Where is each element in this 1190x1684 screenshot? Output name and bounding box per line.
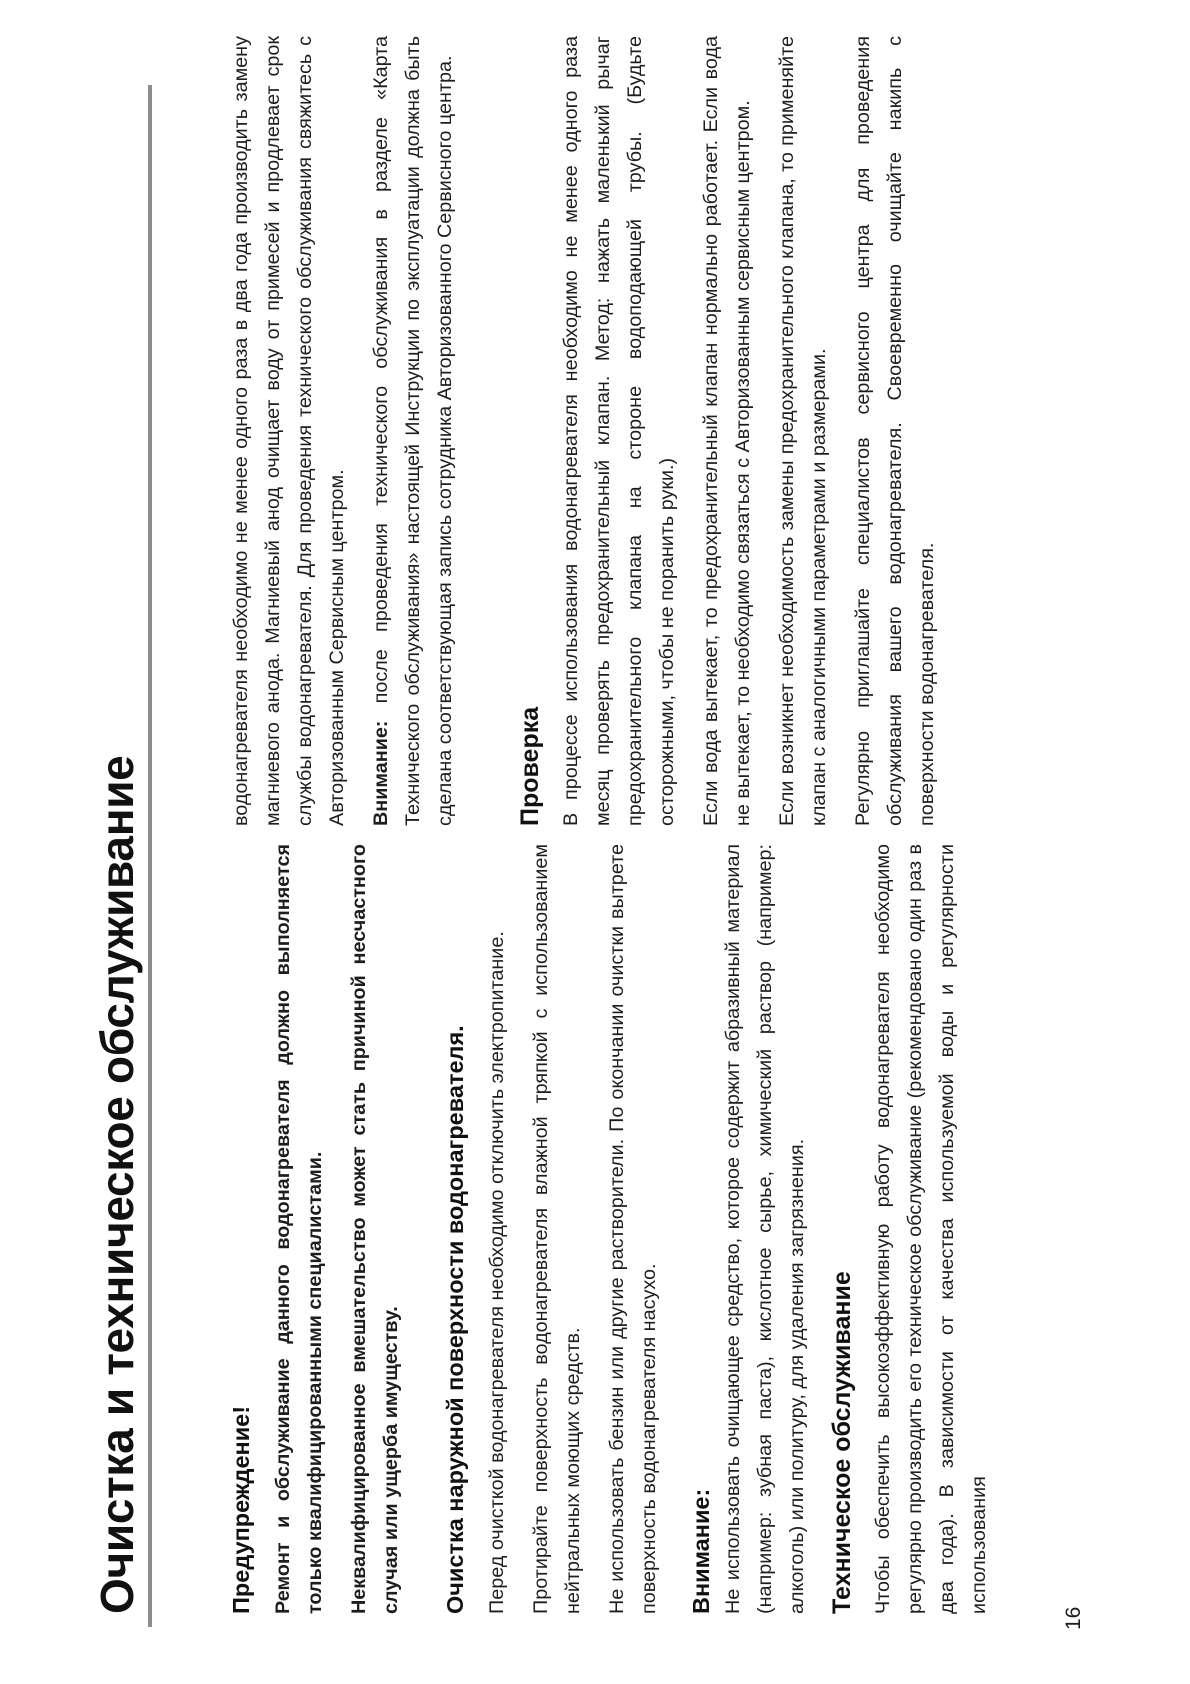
maintenance-continued: водонагревателя необходимо не менее одного раза в два года производить замену магниевого анода. Магниевый анод очищает воду от примесей и продлевает срок службы водонагревателя. Для проведения технического обслуживания свяжитесь с Авторизованным Сервисным центром. (230, 36, 348, 826)
check-paragraph-2: Если вода вытекает, то предохранительный клапан нормально работает. Если вода не вытекает, то необходимо связаться с Авторизованным сервисным центром. (700, 36, 754, 826)
page-number: 16 (1062, 1606, 1085, 1630)
check-paragraph-4: Регулярно приглашайте специалистов сервисного центра для проведения обслуживания вашего водонагревателя. Своевременно очищайте накипь с поверхности водонагревателя. (852, 36, 938, 826)
check-heading: Проверка (516, 706, 544, 826)
cleaning-paragraph-1: Перед очисткой водонагревателя необходимо отключить электропитание. (486, 931, 508, 1614)
check-paragraph-1: В процессе использования водонагревателя необходимо не менее одного раза месяц проверять предохранительный клапан. Метод: нажать маленький рычаг предохранительного клапана на стороне водоподающей трубы. (Будьте осторожными, чтобы не поранить руки.) (560, 36, 678, 826)
maintenance-heading: Техническое обслуживание (828, 1271, 856, 1614)
cleaning-paragraph-2: Протирайте поверхность водонагревателя влажной тряпкой с использованием нейтральных моющих средств. (530, 844, 584, 1614)
note-text: после проведения технического обслуживания в разделе «Карта Технического обслуживания» настоящей Инструкции по эксплуатации должна быть сделана соответствующая запись сотрудника Авторизованного Сервисного центра. (370, 36, 456, 826)
warning-paragraph-2: Неквалифицированное вмешательство может стать причиной несчастного случая или ущерба имуществу. (348, 844, 402, 1614)
attention-heading: Внимание: (688, 1488, 714, 1614)
page-title: Очистка и техническое обслуживание (91, 755, 143, 1614)
cleaning-heading: Очистка наружной поверхности водонагревателя. (442, 1025, 468, 1614)
cleaning-paragraph-3: Не использовать бензин или другие растворители. По окончании очистки вытрете поверхность водонагревателя насухо. (606, 844, 660, 1614)
attention-paragraph: Не использовать очищающее средство, которое содержит абразивный материал (например: зубная паста), кислотное сырье, химический раствор (например: алкоголь) или политуру, для удаления загрязнения. (722, 844, 808, 1614)
check-paragraph-3: Если возникнет необходимость замены предохранительного клапана, то применяйте клапан с аналогичными параметрами и размерами. (776, 36, 830, 826)
warning-heading: Предупреждение! (228, 1405, 254, 1614)
maintenance-paragraph: Чтобы обеспечить высокоэффективную работу водонагревателя необходимо регулярно производить его техническое обслуживание (рекомендовано один раз в два года). В зависимости от качества используемой воды и регулярности использования (872, 844, 990, 1614)
warning-paragraph-1: Ремонт и обслуживание данного водонагревателя должно выполняется только квалифицированными специалистами. (272, 844, 326, 1614)
left-column (225, 844, 1007, 1614)
right-column (225, 36, 955, 826)
title-rule (148, 85, 152, 1627)
note-paragraph (365, 36, 461, 826)
note-label: Внимание: (370, 720, 392, 826)
